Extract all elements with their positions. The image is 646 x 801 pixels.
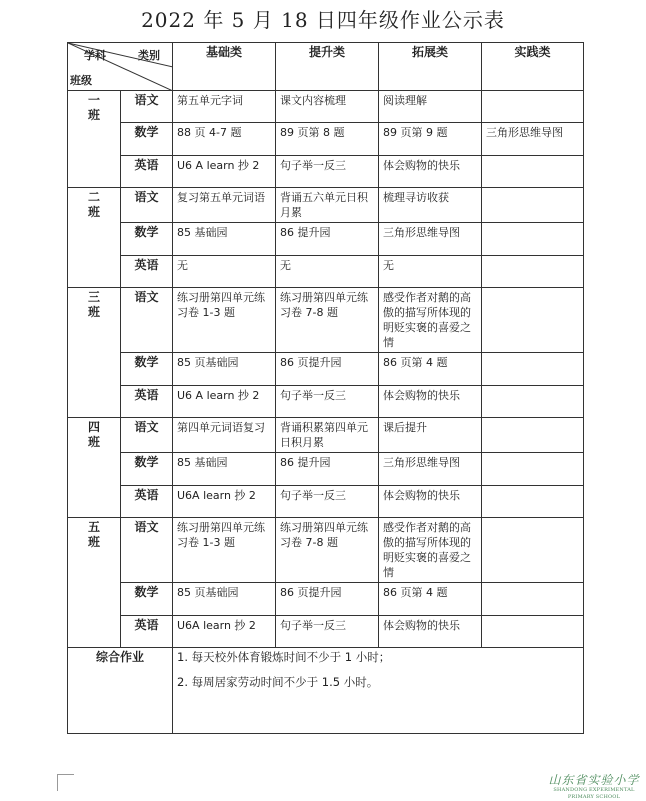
extend-homework-cell: 体会购物的快乐: [379, 386, 482, 418]
homework-table: [67, 42, 584, 734]
improve-homework-cell: 练习册第四单元练习卷 7-8 题: [276, 288, 379, 353]
subject-cell: 语文: [121, 418, 173, 453]
extend-homework-cell: 三角形思维导图: [379, 223, 482, 256]
practice-homework-cell: 三角形思维导图: [482, 123, 584, 156]
practice-homework-cell: [482, 486, 584, 518]
class-1-label: [68, 91, 121, 188]
extend-homework-cell: 体会购物的快乐: [379, 486, 482, 518]
subject-cell: 英语: [121, 386, 173, 418]
basic-homework-cell: U6 A learn 抄 2: [173, 156, 276, 188]
basic-homework-cell: 85 页基础园: [173, 583, 276, 616]
extend-homework-cell: 梳理寻访收获: [379, 188, 482, 223]
extend-homework-cell: 89 页第 9 题: [379, 123, 482, 156]
subject-cell: 英语: [121, 256, 173, 288]
comprehensive-content: [173, 648, 584, 734]
corner-type-label: 类别: [138, 49, 160, 62]
basic-homework-cell: 85 基础园: [173, 453, 276, 486]
subject-cell: 语文: [121, 288, 173, 353]
class-1-row-math: [68, 123, 584, 156]
subject-cell: 语文: [121, 518, 173, 583]
basic-homework-cell: 88 页 4-7 题: [173, 123, 276, 156]
class-label-suffix: 班: [87, 535, 100, 549]
comprehensive-row: [68, 648, 584, 734]
class-2-row-math: [68, 223, 584, 256]
homework-table-body: [68, 43, 584, 734]
practice-homework-cell: [482, 156, 584, 188]
practice-homework-cell: [482, 616, 584, 648]
comprehensive-label: 综合作业: [68, 648, 173, 734]
school-logo: [548, 773, 640, 800]
improve-homework-cell: 句子举一反三: [276, 156, 379, 188]
header-improve: 提升类: [276, 43, 379, 91]
class-label-suffix: 班: [87, 205, 100, 219]
extend-homework-cell: 无: [379, 256, 482, 288]
subject-cell: 语文: [121, 188, 173, 223]
improve-homework-cell: 句子举一反三: [276, 616, 379, 648]
practice-homework-cell: [482, 418, 584, 453]
class-1-row-chinese: [68, 91, 584, 123]
class-5-row-english: [68, 616, 584, 648]
class-2-row-chinese: [68, 188, 584, 223]
class-5-label: [68, 518, 121, 648]
basic-homework-cell: U6A learn 抄 2: [173, 486, 276, 518]
extend-homework-cell: 感受作者对鹅的高傲的描写所体现的明贬实褒的喜爱之情: [379, 518, 482, 583]
class-label-suffix: 班: [87, 305, 100, 319]
extend-homework-cell: 三角形思维导图: [379, 453, 482, 486]
class-5-row-math: [68, 583, 584, 616]
class-2-row-english: [68, 256, 584, 288]
practice-homework-cell: [482, 223, 584, 256]
school-logo-subtitle: SHANDONG EXPERIMENTAL PRIMARY SCHOOL: [553, 787, 635, 800]
basic-homework-cell: 练习册第四单元练习卷 1-3 题: [173, 518, 276, 583]
class-3-row-chinese: [68, 288, 584, 353]
class-4-label: [68, 418, 121, 518]
subject-cell: 数学: [121, 453, 173, 486]
class-3-row-english: [68, 386, 584, 418]
basic-homework-cell: 85 页基础园: [173, 353, 276, 386]
practice-homework-cell: [482, 256, 584, 288]
basic-homework-cell: 第五单元字词: [173, 91, 276, 123]
class-label-number: 二: [87, 190, 100, 204]
practice-homework-cell: [482, 518, 584, 583]
practice-homework-cell: [482, 353, 584, 386]
class-label-suffix: 班: [87, 108, 100, 122]
corner-class-label: 班级: [70, 74, 92, 87]
extend-homework-cell: 体会购物的快乐: [379, 616, 482, 648]
subject-cell: 英语: [121, 616, 173, 648]
class-label-number: 一: [87, 93, 100, 107]
basic-homework-cell: 复习第五单元词语: [173, 188, 276, 223]
extend-homework-cell: 课后提升: [379, 418, 482, 453]
corner-subject-label: 学科: [84, 49, 106, 62]
class-3-label: [68, 288, 121, 418]
improve-homework-cell: 背诵五六单元日积月累: [276, 188, 379, 223]
header-basic: 基础类: [173, 43, 276, 91]
class-3-row-math: [68, 353, 584, 386]
extend-homework-cell: 86 页第 4 题: [379, 353, 482, 386]
improve-homework-cell: 句子举一反三: [276, 486, 379, 518]
basic-homework-cell: 第四单元词语复习: [173, 418, 276, 453]
subject-cell: 数学: [121, 123, 173, 156]
class-label-number: 三: [87, 290, 100, 304]
subject-cell: 数学: [121, 353, 173, 386]
improve-homework-cell: 句子举一反三: [276, 386, 379, 418]
basic-homework-cell: 无: [173, 256, 276, 288]
subject-cell: 英语: [121, 156, 173, 188]
improve-homework-cell: 86 提升园: [276, 223, 379, 256]
improve-homework-cell: 练习册第四单元练习卷 7-8 题: [276, 518, 379, 583]
improve-homework-cell: 86 页提升园: [276, 353, 379, 386]
improve-homework-cell: 86 提升园: [276, 453, 379, 486]
subject-cell: 英语: [121, 486, 173, 518]
practice-homework-cell: [482, 386, 584, 418]
practice-homework-cell: [482, 91, 584, 123]
header-row: [68, 43, 584, 91]
basic-homework-cell: U6A learn 抄 2: [173, 616, 276, 648]
practice-homework-cell: [482, 288, 584, 353]
subject-cell: 语文: [121, 91, 173, 123]
extend-homework-cell: 86 页第 4 题: [379, 583, 482, 616]
class-1-row-english: [68, 156, 584, 188]
extend-homework-cell: 感受作者对鹅的高傲的描写所体现的明贬实褒的喜爱之情: [379, 288, 482, 353]
practice-homework-cell: [482, 453, 584, 486]
header-corner-cell: [68, 43, 173, 91]
class-label-number: 四: [87, 420, 100, 434]
class-2-label: [68, 188, 121, 288]
subject-cell: 数学: [121, 583, 173, 616]
comprehensive-item: 2. 每周居家劳动时间不少于 1.5 小时。: [177, 675, 379, 689]
basic-homework-cell: 85 基础园: [173, 223, 276, 256]
basic-homework-cell: U6 A learn 抄 2: [173, 386, 276, 418]
improve-homework-cell: 86 页提升园: [276, 583, 379, 616]
practice-homework-cell: [482, 583, 584, 616]
class-5-row-chinese: [68, 518, 584, 583]
class-4-row-chinese: [68, 418, 584, 453]
header-practice: 实践类: [482, 43, 584, 91]
class-label-suffix: 班: [87, 435, 100, 449]
school-logo-name: 山东省实验小学: [548, 773, 640, 787]
improve-homework-cell: 无: [276, 256, 379, 288]
subject-cell: 数学: [121, 223, 173, 256]
extend-homework-cell: 体会购物的快乐: [379, 156, 482, 188]
improve-homework-cell: 89 页第 8 题: [276, 123, 379, 156]
class-4-row-english: [68, 486, 584, 518]
header-extend: 拓展类: [379, 43, 482, 91]
improve-homework-cell: 背诵积累第四单元日积月累: [276, 418, 379, 453]
class-4-row-math: [68, 453, 584, 486]
class-label-number: 五: [87, 520, 100, 534]
page-corner-mark: [57, 774, 74, 791]
improve-homework-cell: 课文内容梳理: [276, 91, 379, 123]
extend-homework-cell: 阅读理解: [379, 91, 482, 123]
page-title: 2022 年 5 月 18 日四年级作业公示表: [141, 8, 505, 32]
comprehensive-item: 1. 每天校外体育锻炼时间不少于 1 小时；: [177, 650, 391, 664]
basic-homework-cell: 练习册第四单元练习卷 1-3 题: [173, 288, 276, 353]
practice-homework-cell: [482, 188, 584, 223]
